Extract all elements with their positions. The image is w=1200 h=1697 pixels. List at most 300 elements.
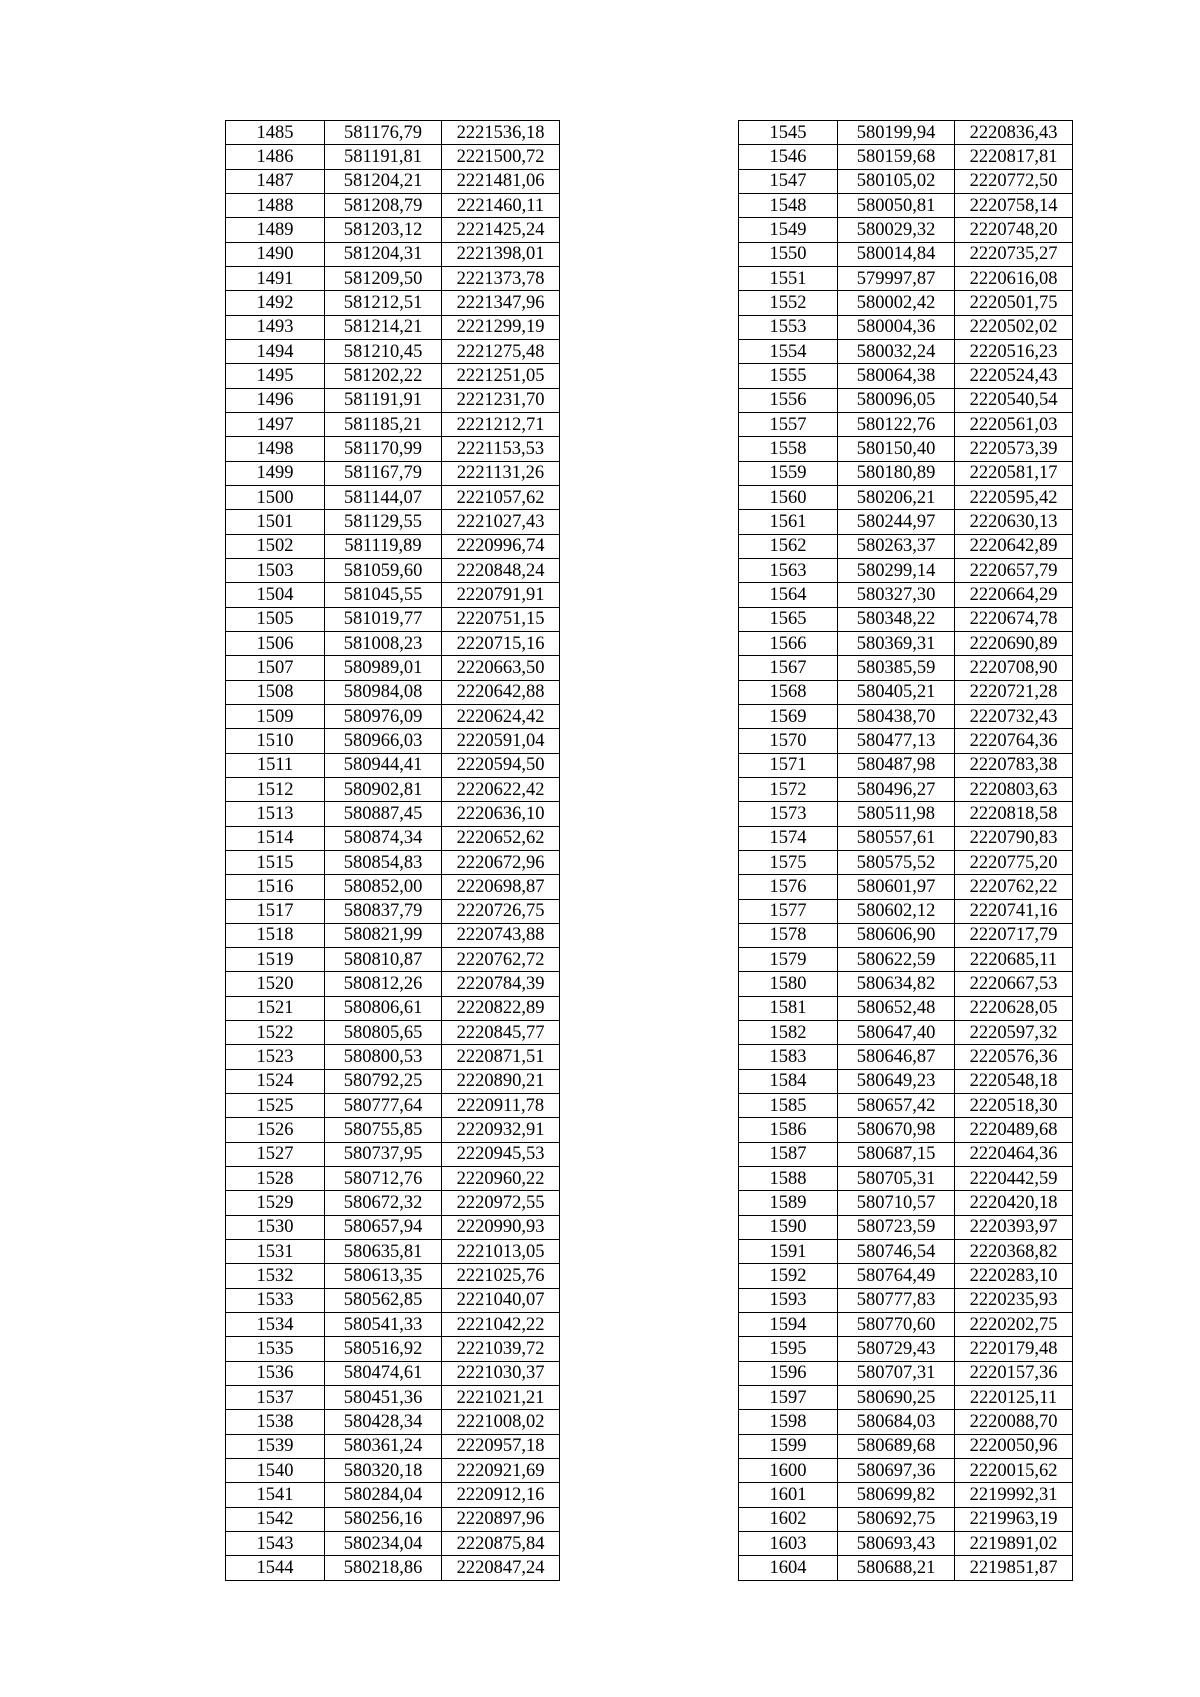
y-coordinate-cell: 2220576,36 bbox=[955, 1045, 1073, 1069]
y-coordinate-cell: 2220957,18 bbox=[442, 1434, 560, 1458]
y-coordinate-cell: 2220663,50 bbox=[442, 656, 560, 680]
point-number-cell: 1594 bbox=[739, 1313, 838, 1337]
x-coordinate-cell: 580496,27 bbox=[838, 777, 955, 801]
x-coordinate-cell: 580837,79 bbox=[325, 899, 442, 923]
x-coordinate-cell: 580690,25 bbox=[838, 1386, 955, 1410]
x-coordinate-cell: 580199,94 bbox=[838, 121, 955, 145]
x-coordinate-cell: 581144,07 bbox=[325, 485, 442, 509]
y-coordinate-cell: 2221275,48 bbox=[442, 339, 560, 363]
y-coordinate-cell: 2220015,62 bbox=[955, 1459, 1073, 1483]
coordinates-table-body bbox=[226, 121, 560, 1581]
y-coordinate-cell: 2220721,28 bbox=[955, 680, 1073, 704]
x-coordinate-cell: 580606,90 bbox=[838, 923, 955, 947]
y-coordinate-cell: 2221040,07 bbox=[442, 1288, 560, 1312]
table-row bbox=[739, 339, 1073, 363]
point-number-cell: 1487 bbox=[226, 169, 325, 193]
y-coordinate-cell: 2220685,11 bbox=[955, 948, 1073, 972]
y-coordinate-cell: 2220516,23 bbox=[955, 339, 1073, 363]
x-coordinate-cell: 581191,91 bbox=[325, 388, 442, 412]
point-number-cell: 1526 bbox=[226, 1118, 325, 1142]
table-row bbox=[226, 1507, 560, 1531]
x-coordinate-cell: 580989,01 bbox=[325, 656, 442, 680]
x-coordinate-cell: 580710,57 bbox=[838, 1191, 955, 1215]
table-row bbox=[739, 631, 1073, 655]
point-number-cell: 1515 bbox=[226, 850, 325, 874]
y-coordinate-cell: 2220672,96 bbox=[442, 850, 560, 874]
y-coordinate-cell: 2221042,22 bbox=[442, 1313, 560, 1337]
point-number-cell: 1543 bbox=[226, 1532, 325, 1556]
x-coordinate-cell: 580405,21 bbox=[838, 680, 955, 704]
point-number-cell: 1554 bbox=[739, 339, 838, 363]
x-coordinate-cell: 580887,45 bbox=[325, 802, 442, 826]
point-number-cell: 1597 bbox=[739, 1386, 838, 1410]
point-number-cell: 1596 bbox=[739, 1361, 838, 1385]
y-coordinate-cell: 2221536,18 bbox=[442, 121, 560, 145]
x-coordinate-cell: 580692,75 bbox=[838, 1507, 955, 1531]
y-coordinate-cell: 2220594,50 bbox=[442, 753, 560, 777]
point-number-cell: 1601 bbox=[739, 1483, 838, 1507]
table-row bbox=[739, 534, 1073, 558]
point-number-cell: 1528 bbox=[226, 1167, 325, 1191]
y-coordinate-cell: 2220758,14 bbox=[955, 193, 1073, 217]
table-row bbox=[226, 412, 560, 436]
point-number-cell: 1581 bbox=[739, 996, 838, 1020]
y-coordinate-cell: 2221425,24 bbox=[442, 218, 560, 242]
table-row bbox=[226, 826, 560, 850]
table-row bbox=[739, 948, 1073, 972]
y-coordinate-cell: 2220489,68 bbox=[955, 1118, 1073, 1142]
point-number-cell: 1583 bbox=[739, 1045, 838, 1069]
point-number-cell: 1593 bbox=[739, 1288, 838, 1312]
table-row bbox=[226, 388, 560, 412]
point-number-cell: 1527 bbox=[226, 1142, 325, 1166]
table-row bbox=[226, 631, 560, 655]
y-coordinate-cell: 2220622,42 bbox=[442, 777, 560, 801]
point-number-cell: 1560 bbox=[739, 485, 838, 509]
table-row bbox=[226, 729, 560, 753]
table-row bbox=[739, 1021, 1073, 1045]
table-row bbox=[739, 1361, 1073, 1385]
table-row bbox=[739, 1434, 1073, 1458]
x-coordinate-cell: 580634,82 bbox=[838, 972, 955, 996]
table-row bbox=[226, 802, 560, 826]
y-coordinate-cell: 2221347,96 bbox=[442, 291, 560, 315]
y-coordinate-cell: 2220790,83 bbox=[955, 826, 1073, 850]
table-row bbox=[226, 485, 560, 509]
table-row bbox=[226, 1532, 560, 1556]
x-coordinate-cell: 580369,31 bbox=[838, 631, 955, 655]
x-coordinate-cell: 580613,35 bbox=[325, 1264, 442, 1288]
table-row bbox=[739, 1507, 1073, 1531]
x-coordinate-cell: 581185,21 bbox=[325, 412, 442, 436]
table-row bbox=[226, 1191, 560, 1215]
table-row bbox=[226, 558, 560, 582]
x-coordinate-cell: 580451,36 bbox=[325, 1386, 442, 1410]
point-number-cell: 1540 bbox=[226, 1459, 325, 1483]
y-coordinate-cell: 2221013,05 bbox=[442, 1240, 560, 1264]
y-coordinate-cell: 2220818,58 bbox=[955, 802, 1073, 826]
y-coordinate-cell: 2220283,10 bbox=[955, 1264, 1073, 1288]
y-coordinate-cell: 2220783,38 bbox=[955, 753, 1073, 777]
table-row bbox=[226, 315, 560, 339]
y-coordinate-cell: 2220847,24 bbox=[442, 1556, 560, 1580]
table-row bbox=[226, 461, 560, 485]
y-coordinate-cell: 2220561,03 bbox=[955, 412, 1073, 436]
y-coordinate-cell: 2220674,78 bbox=[955, 607, 1073, 631]
table-row bbox=[739, 583, 1073, 607]
table-row bbox=[739, 121, 1073, 145]
x-coordinate-cell: 580348,22 bbox=[838, 607, 955, 631]
table-row bbox=[739, 704, 1073, 728]
y-coordinate-cell: 2220464,36 bbox=[955, 1142, 1073, 1166]
y-coordinate-cell: 2221039,72 bbox=[442, 1337, 560, 1361]
y-coordinate-cell: 2220875,84 bbox=[442, 1532, 560, 1556]
table-row bbox=[739, 145, 1073, 169]
point-number-cell: 1558 bbox=[739, 437, 838, 461]
point-number-cell: 1501 bbox=[226, 510, 325, 534]
point-number-cell: 1486 bbox=[226, 145, 325, 169]
table-row bbox=[739, 680, 1073, 704]
x-coordinate-cell: 580770,60 bbox=[838, 1313, 955, 1337]
y-coordinate-cell: 2220921,69 bbox=[442, 1459, 560, 1483]
x-coordinate-cell: 580428,34 bbox=[325, 1410, 442, 1434]
table-row bbox=[739, 315, 1073, 339]
x-coordinate-cell: 580777,64 bbox=[325, 1094, 442, 1118]
table-row bbox=[226, 1459, 560, 1483]
x-coordinate-cell: 581045,55 bbox=[325, 583, 442, 607]
point-number-cell: 1513 bbox=[226, 802, 325, 826]
x-coordinate-cell: 580477,13 bbox=[838, 729, 955, 753]
point-number-cell: 1500 bbox=[226, 485, 325, 509]
x-coordinate-cell: 581212,51 bbox=[325, 291, 442, 315]
y-coordinate-cell: 2220524,43 bbox=[955, 364, 1073, 388]
y-coordinate-cell: 2220775,20 bbox=[955, 850, 1073, 874]
table-row bbox=[226, 948, 560, 972]
table-row bbox=[739, 437, 1073, 461]
y-coordinate-cell: 2220698,87 bbox=[442, 875, 560, 899]
point-number-cell: 1503 bbox=[226, 558, 325, 582]
x-coordinate-cell: 579997,87 bbox=[838, 266, 955, 290]
x-coordinate-cell: 580966,03 bbox=[325, 729, 442, 753]
y-coordinate-cell: 2220751,15 bbox=[442, 607, 560, 631]
point-number-cell: 1568 bbox=[739, 680, 838, 704]
y-coordinate-cell: 2220657,79 bbox=[955, 558, 1073, 582]
x-coordinate-cell: 580299,14 bbox=[838, 558, 955, 582]
table-row bbox=[226, 850, 560, 874]
point-number-cell: 1520 bbox=[226, 972, 325, 996]
y-coordinate-cell: 2220202,75 bbox=[955, 1313, 1073, 1337]
table-row bbox=[739, 1483, 1073, 1507]
x-coordinate-cell: 580652,48 bbox=[838, 996, 955, 1020]
y-coordinate-cell: 2220762,72 bbox=[442, 948, 560, 972]
y-coordinate-cell: 2220179,48 bbox=[955, 1337, 1073, 1361]
point-number-cell: 1489 bbox=[226, 218, 325, 242]
x-coordinate-cell: 580689,68 bbox=[838, 1434, 955, 1458]
point-number-cell: 1580 bbox=[739, 972, 838, 996]
y-coordinate-cell: 2220157,36 bbox=[955, 1361, 1073, 1385]
table-row bbox=[226, 364, 560, 388]
table-row bbox=[739, 923, 1073, 947]
y-coordinate-cell: 2220368,82 bbox=[955, 1240, 1073, 1264]
table-row bbox=[739, 1386, 1073, 1410]
point-number-cell: 1567 bbox=[739, 656, 838, 680]
x-coordinate-cell: 580902,81 bbox=[325, 777, 442, 801]
y-coordinate-cell: 2221460,11 bbox=[442, 193, 560, 217]
table-row bbox=[226, 437, 560, 461]
x-coordinate-cell: 580256,16 bbox=[325, 1507, 442, 1531]
x-coordinate-cell: 580693,43 bbox=[838, 1532, 955, 1556]
point-number-cell: 1598 bbox=[739, 1410, 838, 1434]
table-row bbox=[739, 607, 1073, 631]
point-number-cell: 1529 bbox=[226, 1191, 325, 1215]
point-number-cell: 1587 bbox=[739, 1142, 838, 1166]
table-row bbox=[226, 875, 560, 899]
x-coordinate-cell: 580014,84 bbox=[838, 242, 955, 266]
x-coordinate-cell: 580511,98 bbox=[838, 802, 955, 826]
table-row bbox=[739, 169, 1073, 193]
table-row bbox=[739, 485, 1073, 509]
table-row bbox=[739, 972, 1073, 996]
x-coordinate-cell: 580029,32 bbox=[838, 218, 955, 242]
point-number-cell: 1542 bbox=[226, 1507, 325, 1531]
table-row bbox=[226, 339, 560, 363]
y-coordinate-cell: 2221500,72 bbox=[442, 145, 560, 169]
x-coordinate-cell: 580575,52 bbox=[838, 850, 955, 874]
y-coordinate-cell: 2220791,91 bbox=[442, 583, 560, 607]
y-coordinate-cell: 2220642,88 bbox=[442, 680, 560, 704]
table-row bbox=[739, 461, 1073, 485]
y-coordinate-cell: 2221057,62 bbox=[442, 485, 560, 509]
point-number-cell: 1582 bbox=[739, 1021, 838, 1045]
x-coordinate-cell: 580821,99 bbox=[325, 923, 442, 947]
x-coordinate-cell: 580688,21 bbox=[838, 1556, 955, 1580]
y-coordinate-cell: 2220573,39 bbox=[955, 437, 1073, 461]
table-row bbox=[226, 1045, 560, 1069]
x-coordinate-cell: 580670,98 bbox=[838, 1118, 955, 1142]
table-row bbox=[226, 534, 560, 558]
x-coordinate-cell: 581129,55 bbox=[325, 510, 442, 534]
table-row bbox=[226, 1118, 560, 1142]
point-number-cell: 1602 bbox=[739, 1507, 838, 1531]
x-coordinate-cell: 580854,83 bbox=[325, 850, 442, 874]
x-coordinate-cell: 580746,54 bbox=[838, 1240, 955, 1264]
y-coordinate-cell: 2220548,18 bbox=[955, 1069, 1073, 1093]
point-number-cell: 1536 bbox=[226, 1361, 325, 1385]
table-row bbox=[739, 1069, 1073, 1093]
y-coordinate-cell: 2220624,42 bbox=[442, 704, 560, 728]
x-coordinate-cell: 580635,81 bbox=[325, 1240, 442, 1264]
x-coordinate-cell: 580984,08 bbox=[325, 680, 442, 704]
x-coordinate-cell: 580487,98 bbox=[838, 753, 955, 777]
table-row bbox=[226, 218, 560, 242]
point-number-cell: 1530 bbox=[226, 1215, 325, 1239]
y-coordinate-cell: 2220518,30 bbox=[955, 1094, 1073, 1118]
x-coordinate-cell: 580646,87 bbox=[838, 1045, 955, 1069]
x-coordinate-cell: 580263,37 bbox=[838, 534, 955, 558]
point-number-cell: 1514 bbox=[226, 826, 325, 850]
x-coordinate-cell: 581019,77 bbox=[325, 607, 442, 631]
y-coordinate-cell: 2220836,43 bbox=[955, 121, 1073, 145]
x-coordinate-cell: 581191,81 bbox=[325, 145, 442, 169]
y-coordinate-cell: 2219992,31 bbox=[955, 1483, 1073, 1507]
table-row bbox=[226, 169, 560, 193]
y-coordinate-cell: 2220636,10 bbox=[442, 802, 560, 826]
x-coordinate-cell: 580244,97 bbox=[838, 510, 955, 534]
point-number-cell: 1589 bbox=[739, 1191, 838, 1215]
point-number-cell: 1533 bbox=[226, 1288, 325, 1312]
x-coordinate-cell: 581202,22 bbox=[325, 364, 442, 388]
point-number-cell: 1576 bbox=[739, 875, 838, 899]
point-number-cell: 1523 bbox=[226, 1045, 325, 1069]
table-row bbox=[226, 1434, 560, 1458]
x-coordinate-cell: 580562,85 bbox=[325, 1288, 442, 1312]
y-coordinate-cell: 2220540,54 bbox=[955, 388, 1073, 412]
y-coordinate-cell: 2220642,89 bbox=[955, 534, 1073, 558]
table-row bbox=[739, 1459, 1073, 1483]
table-row bbox=[226, 1240, 560, 1264]
x-coordinate-cell: 581210,45 bbox=[325, 339, 442, 363]
table-row bbox=[226, 704, 560, 728]
x-coordinate-cell: 580150,40 bbox=[838, 437, 955, 461]
table-row bbox=[226, 1386, 560, 1410]
point-number-cell: 1512 bbox=[226, 777, 325, 801]
point-number-cell: 1572 bbox=[739, 777, 838, 801]
y-coordinate-cell: 2220960,22 bbox=[442, 1167, 560, 1191]
table-row bbox=[226, 1264, 560, 1288]
y-coordinate-cell: 2220764,36 bbox=[955, 729, 1073, 753]
y-coordinate-cell: 2221027,43 bbox=[442, 510, 560, 534]
point-number-cell: 1524 bbox=[226, 1069, 325, 1093]
point-number-cell: 1496 bbox=[226, 388, 325, 412]
x-coordinate-cell: 581209,50 bbox=[325, 266, 442, 290]
point-number-cell: 1571 bbox=[739, 753, 838, 777]
x-coordinate-cell: 580159,68 bbox=[838, 145, 955, 169]
y-coordinate-cell: 2221373,78 bbox=[442, 266, 560, 290]
y-coordinate-cell: 2220652,62 bbox=[442, 826, 560, 850]
point-number-cell: 1577 bbox=[739, 899, 838, 923]
x-coordinate-cell: 580812,26 bbox=[325, 972, 442, 996]
table-row bbox=[226, 1556, 560, 1580]
table-row bbox=[226, 899, 560, 923]
table-row bbox=[739, 1215, 1073, 1239]
point-number-cell: 1535 bbox=[226, 1337, 325, 1361]
y-coordinate-cell: 2220502,02 bbox=[955, 315, 1073, 339]
point-number-cell: 1537 bbox=[226, 1386, 325, 1410]
y-coordinate-cell: 2221231,70 bbox=[442, 388, 560, 412]
point-number-cell: 1547 bbox=[739, 169, 838, 193]
point-number-cell: 1510 bbox=[226, 729, 325, 753]
x-coordinate-cell: 580852,00 bbox=[325, 875, 442, 899]
x-coordinate-cell: 580474,61 bbox=[325, 1361, 442, 1385]
x-coordinate-cell: 580672,32 bbox=[325, 1191, 442, 1215]
point-number-cell: 1548 bbox=[739, 193, 838, 217]
x-coordinate-cell: 580050,81 bbox=[838, 193, 955, 217]
y-coordinate-cell: 2220581,17 bbox=[955, 461, 1073, 485]
point-number-cell: 1570 bbox=[739, 729, 838, 753]
point-number-cell: 1531 bbox=[226, 1240, 325, 1264]
table-row bbox=[226, 1288, 560, 1312]
table-row bbox=[739, 996, 1073, 1020]
point-number-cell: 1492 bbox=[226, 291, 325, 315]
y-coordinate-cell: 2220803,63 bbox=[955, 777, 1073, 801]
table-row bbox=[739, 729, 1073, 753]
table-row bbox=[739, 193, 1073, 217]
table-row bbox=[739, 291, 1073, 315]
y-coordinate-cell: 2220442,59 bbox=[955, 1167, 1073, 1191]
y-coordinate-cell: 2220743,88 bbox=[442, 923, 560, 947]
table-row bbox=[739, 1313, 1073, 1337]
table-row bbox=[739, 1118, 1073, 1142]
x-coordinate-cell: 580800,53 bbox=[325, 1045, 442, 1069]
table-row bbox=[226, 1313, 560, 1337]
point-number-cell: 1534 bbox=[226, 1313, 325, 1337]
x-coordinate-cell: 580657,94 bbox=[325, 1215, 442, 1239]
x-coordinate-cell: 580777,83 bbox=[838, 1288, 955, 1312]
table-row bbox=[226, 145, 560, 169]
point-number-cell: 1502 bbox=[226, 534, 325, 558]
y-coordinate-cell: 2220817,81 bbox=[955, 145, 1073, 169]
point-number-cell: 1516 bbox=[226, 875, 325, 899]
table-row bbox=[739, 558, 1073, 582]
table-row bbox=[739, 875, 1073, 899]
y-coordinate-cell: 2220591,04 bbox=[442, 729, 560, 753]
point-number-cell: 1600 bbox=[739, 1459, 838, 1483]
point-number-cell: 1561 bbox=[739, 510, 838, 534]
x-coordinate-cell: 580602,12 bbox=[838, 899, 955, 923]
x-coordinate-cell: 580699,82 bbox=[838, 1483, 955, 1507]
table-row bbox=[226, 777, 560, 801]
y-coordinate-cell: 2219963,19 bbox=[955, 1507, 1073, 1531]
y-coordinate-cell: 2220890,21 bbox=[442, 1069, 560, 1093]
y-coordinate-cell: 2221251,05 bbox=[442, 364, 560, 388]
x-coordinate-cell: 580705,31 bbox=[838, 1167, 955, 1191]
y-coordinate-cell: 2220762,22 bbox=[955, 875, 1073, 899]
y-coordinate-cell: 2221153,53 bbox=[442, 437, 560, 461]
x-coordinate-cell: 580764,49 bbox=[838, 1264, 955, 1288]
point-number-cell: 1517 bbox=[226, 899, 325, 923]
y-coordinate-cell: 2221212,71 bbox=[442, 412, 560, 436]
point-number-cell: 1575 bbox=[739, 850, 838, 874]
point-number-cell: 1564 bbox=[739, 583, 838, 607]
table-row bbox=[739, 1094, 1073, 1118]
point-number-cell: 1591 bbox=[739, 1240, 838, 1264]
point-number-cell: 1491 bbox=[226, 266, 325, 290]
y-coordinate-cell: 2220726,75 bbox=[442, 899, 560, 923]
y-coordinate-cell: 2220664,29 bbox=[955, 583, 1073, 607]
point-number-cell: 1603 bbox=[739, 1532, 838, 1556]
y-coordinate-cell: 2221030,37 bbox=[442, 1361, 560, 1385]
table-row bbox=[226, 656, 560, 680]
table-row bbox=[739, 1288, 1073, 1312]
table-row bbox=[739, 218, 1073, 242]
point-number-cell: 1508 bbox=[226, 680, 325, 704]
point-number-cell: 1539 bbox=[226, 1434, 325, 1458]
point-number-cell: 1586 bbox=[739, 1118, 838, 1142]
x-coordinate-cell: 580944,41 bbox=[325, 753, 442, 777]
y-coordinate-cell: 2221398,01 bbox=[442, 242, 560, 266]
point-number-cell: 1549 bbox=[739, 218, 838, 242]
table-row bbox=[226, 510, 560, 534]
y-coordinate-cell: 2220822,89 bbox=[442, 996, 560, 1020]
y-coordinate-cell: 2220845,77 bbox=[442, 1021, 560, 1045]
y-coordinate-cell: 2220732,43 bbox=[955, 704, 1073, 728]
table-row bbox=[739, 510, 1073, 534]
y-coordinate-cell: 2220748,20 bbox=[955, 218, 1073, 242]
x-coordinate-cell: 580105,02 bbox=[838, 169, 955, 193]
y-coordinate-cell: 2221025,76 bbox=[442, 1264, 560, 1288]
point-number-cell: 1592 bbox=[739, 1264, 838, 1288]
table-row bbox=[739, 1532, 1073, 1556]
